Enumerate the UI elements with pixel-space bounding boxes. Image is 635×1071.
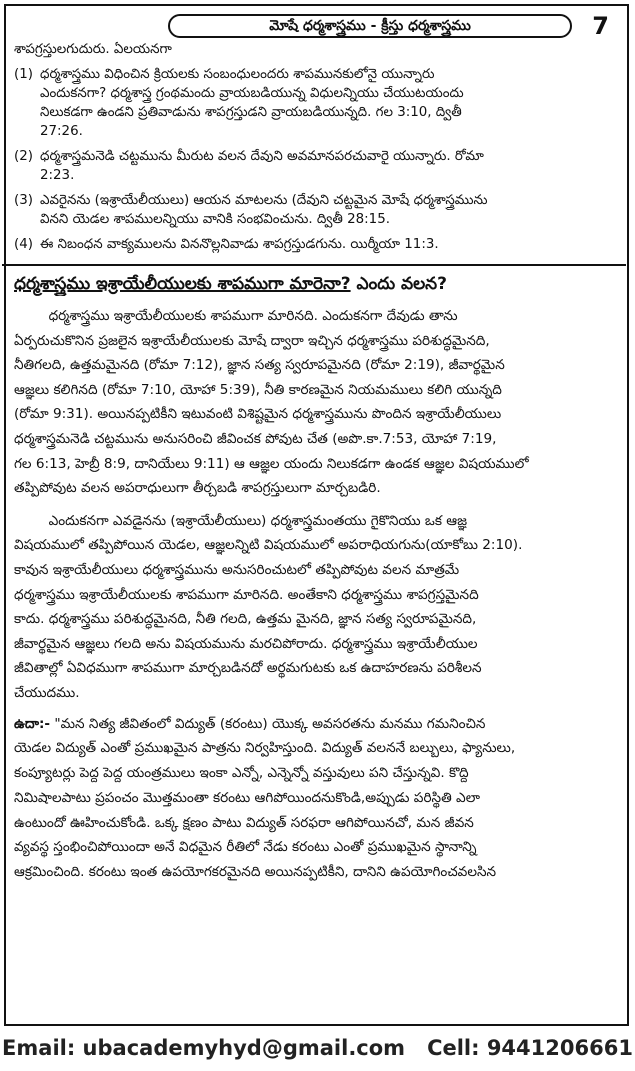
- paragraph-line: ధర్మశాస్త్రమనెడి చట్టమును అనుసరించి జీవించక పోవుట చేత (అపొ.కా.7:53, యోహా 7:19,: [14, 430, 497, 447]
- page-header: [6, 6, 627, 42]
- item-line: ఎవరైనను (ఇశ్రాయేలీయులు) ఆయన మాటలను (దేవుని చట్టమైన మోషే ధర్మశాస్త్రమును: [40, 193, 488, 208]
- example-line: "మన నిత్య జీవితంలో విద్యుత్ (కరంటు) యొక్క అవసరతను మనము గమనించిన: [50, 715, 486, 732]
- item-line: వినని యెడల శాపములన్నియు వానికి సంభవించును. ద్వితీ 28:15.: [40, 212, 390, 227]
- paragraph-line: విషయములో తప్పిపోయిన యెడల, ఆజ్ఞలన్నిటి విషయములో అపరాధియగును(యాకోబు 2:10).: [14, 537, 523, 554]
- item-line: నిలుకడగా ఉండని ప్రతివాడును శాపగ్రస్తుడని వ్రాయబడియున్నది. గల 3:10, ద్వితీ: [40, 105, 462, 120]
- section-heading: [14, 272, 614, 296]
- paragraph-line: ఎందుకనగా ఎవడైనను (ఇశ్రాయేలీయులు) ధర్మశాస్త్రమంతయు గైకొనియు ఒక ఆజ్ఞ: [14, 512, 468, 529]
- page-number: 7: [592, 12, 609, 40]
- example-line: ఆక్రమించింది. కరంటు ఇంత ఉపయోగకరమైనది అయినప్పటికీని, దానిని ఉపయోగించవలసిన: [14, 864, 497, 881]
- paragraph-line: గల 6:13, హెబ్రీ 8:9, దానియేలు 9:11) ఆ ఆజ్ఞల యందు నిలుకడగా ఉండక ఆజ్ఞల విషయములో: [14, 455, 529, 472]
- item-line: ధర్మశాస్త్రము విధించిన క్రియలకు సంబంధులందరు శాపమునకులోనై యున్నారు: [40, 67, 435, 82]
- page-title: మోషే ధర్మశాస్త్రము - క్రీస్తు ధర్మశాస్త్రము: [168, 14, 572, 38]
- item-line: ఈ నిబంధన వాక్యములను విననొల్లనివాడు శాపగ్రస్తుడగును. యిర్మీయా 11:3.: [40, 237, 439, 252]
- section-heading-question: ధర్మశాస్త్రము ఇశ్రాయేలీయులకు శాపముగా మారెనా?: [14, 274, 351, 294]
- example-block: [14, 712, 614, 886]
- paragraph-line: జీవితాల్లో ఏవిధముగా శాపముగా మార్చబడినదో అర్థమగుటకు ఒక ఉదాహరణను పరిశీలన: [14, 660, 482, 677]
- footer-cell: Cell: 9441206661: [427, 1036, 633, 1060]
- paragraph-line: కాదు. ధర్మశాస్త్రము పరిశుద్ధమైనది, నీతి గలది, ఉత్తమ మైనది, జ్ఞాన సత్య స్వరూపమైనది,: [14, 611, 477, 628]
- item-number: (2): [14, 149, 33, 164]
- paragraph-1: [14, 304, 614, 501]
- item-line: ధర్మశాస్త్రమనెడి చట్టమును మీరుట వలన దేవుని అవమానపరచువారై యున్నారు. రోమా: [40, 149, 484, 164]
- numbered-item-3: [14, 191, 614, 229]
- item-line: 2:23.: [40, 168, 75, 183]
- paragraph-line: చేయుదము.: [14, 684, 80, 701]
- section-heading-rest: ఎందు వలన?: [350, 274, 447, 294]
- intro-line: శాపగ్రస్తులగుదురు. ఏలయనగా: [14, 42, 172, 57]
- item-line: ఎందుకనగా? ధర్మశాస్త్ర గ్రంథమందు వ్రాయబడియున్న విధులన్నియు చేయుటయందు: [40, 86, 464, 101]
- footer-email: Email: ubacademyhyd@gmail.com: [2, 1036, 406, 1060]
- paragraph-line: జీవార్థమైన ఆజ్ఞలు గలది అను విషయమును మరచిపోరాదు. ధర్మశాస్త్రము ఇశ్రాయేలీయుల: [14, 635, 478, 652]
- paragraph-line: ఆజ్ఞలు కలిగినది (రోమా 7:10, యోహా 5:39), నీతి కారణమైన నియమములు కలిగి యున్నది: [14, 381, 502, 398]
- paragraph-line: ధర్మశాస్త్రము ఇశ్రాయేలీయులకు శాపముగా మారినది. అంతేకాని ధర్మశాస్త్రము శాపగ్రస్తమైనది: [14, 586, 479, 603]
- example-line: వ్యవస్థ స్తంభించిపోయిందా అనే విధమైన రీతిలో నేడు కరంటు ఎంతో ప్రముఖమైన స్థానాన్ని: [14, 839, 477, 856]
- example-line: నిమిషాలపాటు ప్రపంచం మొత్తమంతా కరంటు ఆగిపోయిందనుకొండి,అప్పుడు పరిస్థితి ఎలా: [14, 789, 480, 806]
- item-line: 27:26.: [40, 124, 83, 139]
- example-line: ఉంటుందో ఊహించుకోండి. ఒక్క క్షణం పాటు విద్యుత్ సరఫరా ఆగిపోయినచో, మన జీవన: [14, 814, 474, 831]
- page-content: [14, 40, 614, 885]
- contact-footer: [0, 1028, 635, 1068]
- example-label: ఉదా:-: [14, 715, 51, 732]
- paragraph-line: నీతిగలది, ఉత్తమమైనది (రోమా 7:12), జ్ఞాన సత్య స్వరూపమైనది (రోమా 2:19), జీవార్థమైన: [14, 357, 505, 374]
- item-number: (3): [14, 193, 33, 208]
- numbered-item-4: [14, 235, 614, 254]
- example-first-line: [14, 712, 614, 737]
- section-divider: [2, 264, 626, 266]
- paragraph-2: [14, 509, 614, 706]
- paragraph-line: ఏర్పరుచుకొనిన ప్రజలైన ఇశ్రాయేలీయులకు మోషే ద్వారా ఇచ్చిన ధర్మశాస్త్రము పరిశుద్ధమైనది,: [14, 332, 490, 349]
- item-number: (1): [14, 67, 33, 82]
- paragraph-line: తప్పిపోవుట వలన అపరాధులుగా తీర్చబడి శాపగ్రస్తులుగా మార్చబడిరి.: [14, 480, 381, 497]
- item-number: (4): [14, 237, 33, 252]
- example-line: యెడల విద్యుత్ ఎంతో ప్రముఖమైన పాత్రను నిర్వహిస్తుంది. విద్యుత్ వలననే బల్బులు, ఫ్యానులు,: [14, 740, 516, 757]
- example-line: కంప్యూటర్లు పెద్ద పెద్ద యంత్రములు ఇంకా ఎన్నో, ఎన్నెన్నో వస్తువులు పని చేస్తున్నవి. కొద్ది: [14, 765, 469, 782]
- paragraph-line: కావున ఇశ్రాయేలీయులు ధర్మశాస్త్రమును అనుసరించుటలో తప్పిపోవుట వలన మాత్రమే: [14, 561, 460, 578]
- numbered-item-2: [14, 147, 614, 185]
- paragraph-line: ధర్మశాస్త్రము ఇశ్రాయేలీయులకు శాపముగా మారినది. ఎందుకనగా దేవుడు తాను: [14, 308, 458, 324]
- numbered-item-1: [14, 65, 614, 141]
- paragraph-line: (రోమా 9:31). అయినప్పటికీని ఇటువంటి విశిష్టమైన ధర్మశాస్త్రమును పొందిన ఇశ్రాయేలీయులు: [14, 406, 502, 423]
